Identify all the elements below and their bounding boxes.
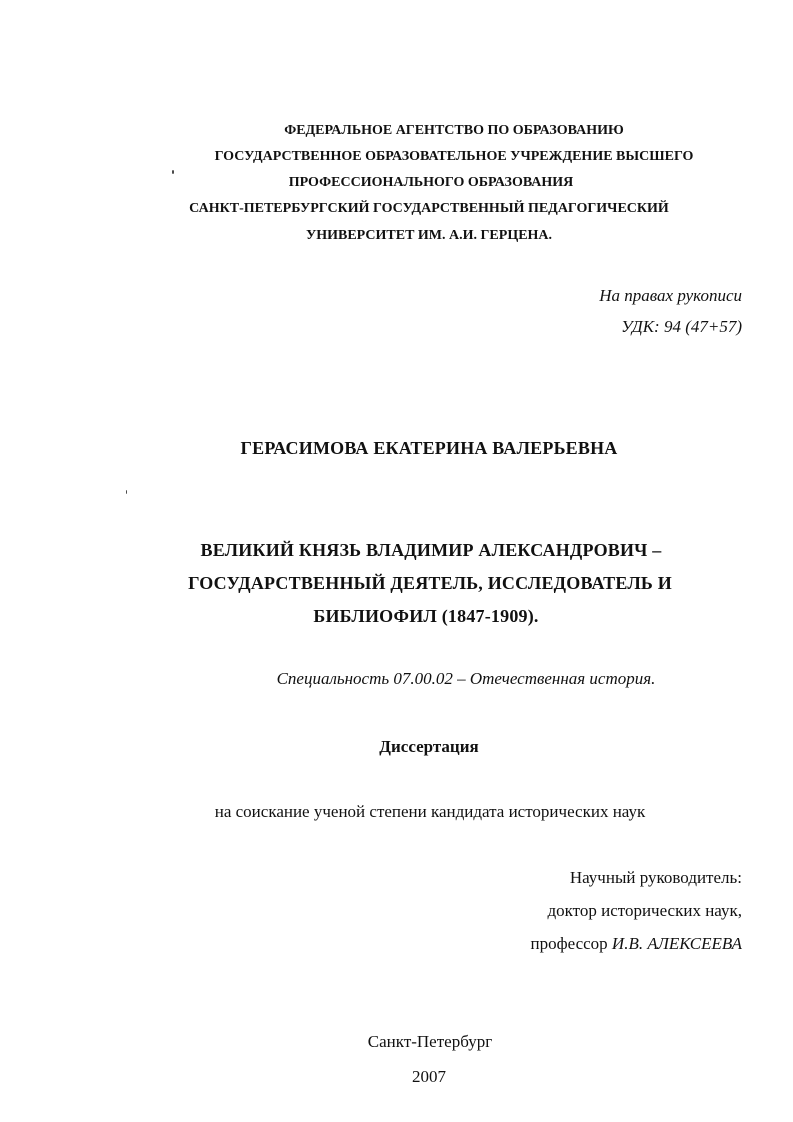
supervisor-name-line — [530, 935, 742, 952]
scan-speck — [172, 170, 174, 174]
specialty: Специальность 07.00.02 – Отечественная история. — [276, 669, 656, 688]
header-university-name-cont: УНИВЕРСИТЕТ ИМ. А.И. ГЕРЦЕНА. — [305, 228, 553, 243]
supervisor-title: профессор — [530, 934, 608, 953]
year: 2007 — [412, 1067, 446, 1086]
scan-speck — [126, 490, 127, 494]
thesis-title-line-1: ВЕЛИКИЙ КНЯЗЬ ВЛАДИМИР АЛЕКСАНДРОВИЧ – — [200, 540, 662, 560]
udk-code: УДК: 94 (47+57) — [621, 317, 742, 336]
manuscript-rights: На правах рукописи — [599, 286, 742, 305]
header-education-level: ПРОФЕССИОНАЛЬНОГО ОБРАЗОВАНИЯ — [288, 175, 574, 190]
thesis-title-line-2: ГОСУДАРСТВЕННЫЙ ДЕЯТЕЛЬ, ИССЛЕДОВАТЕЛЬ И — [188, 573, 672, 593]
supervisor-name: И.В. АЛЕКСЕЕВА — [611, 934, 742, 953]
supervisor-degree: доктор исторических наук, — [547, 901, 742, 920]
supervisor-label: Научный руководитель: — [569, 868, 742, 887]
header-university-name: САНКТ-ПЕТЕРБУРГСКИЙ ГОСУДАРСТВЕННЫЙ ПЕДАГОГИЧЕСКИЙ — [189, 201, 669, 216]
header-institution-type: ГОСУДАРСТВЕННОЕ ОБРАЗОВАТЕЛЬНОЕ УЧРЕЖДЕНИЕ ВЫСШЕГО — [214, 149, 694, 164]
document-type: Диссертация — [379, 737, 479, 756]
author-name: ГЕРАСИМОВА ЕКАТЕРИНА ВАЛЕРЬЕВНА — [240, 438, 618, 458]
thesis-title-line-3: БИБЛИОФИЛ (1847-1909). — [313, 606, 539, 626]
degree-statement: на соискание ученой степени кандидата исторических наук — [214, 802, 646, 821]
city: Санкт-Петербург — [367, 1032, 493, 1051]
header-agency: ФЕДЕРАЛЬНОЕ АГЕНТСТВО ПО ОБРАЗОВАНИЮ — [284, 123, 624, 138]
